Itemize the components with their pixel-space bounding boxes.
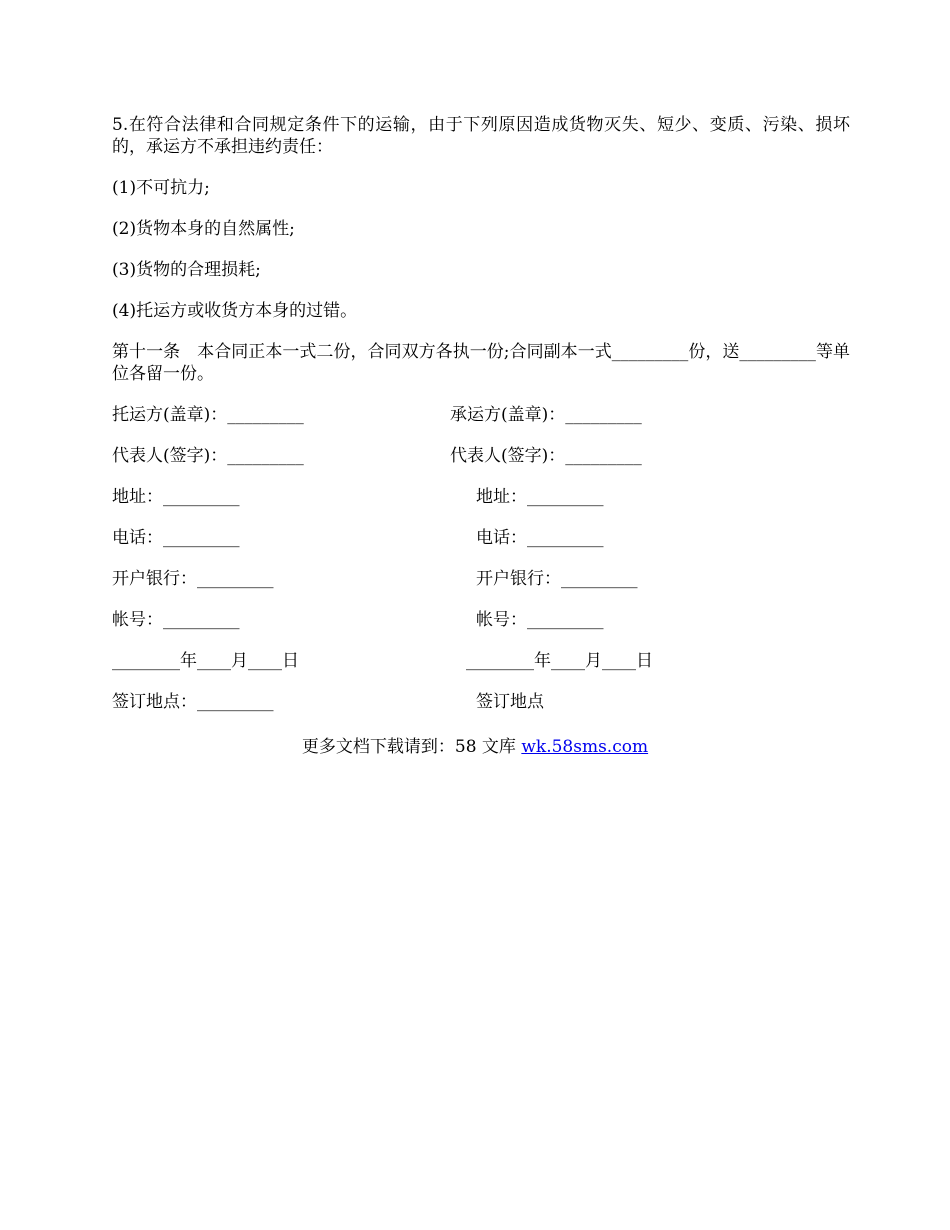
carrier-bank-field: 开户银行：_________ (476, 569, 638, 589)
signature-row-bank (112, 568, 850, 590)
signature-row-date (112, 650, 850, 672)
clause-item-3: (3)货物的合理损耗; (112, 260, 261, 280)
shipper-address-field: 地址：_________ (112, 487, 240, 507)
footer-link[interactable]: wk.58sms.com (521, 737, 649, 757)
shipper-place-field: 签订地点：_________ (112, 692, 274, 712)
shipper-bank-field: 开户银行：_________ (112, 569, 274, 589)
carrier-representative-field: 代表人(签字)：_________ (450, 446, 642, 466)
shipper-representative-field: 代表人(签字)：_________ (112, 446, 304, 466)
signature-row-account (112, 609, 850, 631)
signature-row-place (112, 691, 850, 713)
carrier-seal-field: 承运方(盖章)：_________ (450, 405, 642, 425)
signature-row-seal (112, 404, 850, 426)
article-11-paragraph: 第十一条 本合同正本一式二份，合同双方各执一份;合同副本一式_________份，送_________等单位各留一份。 (112, 342, 850, 384)
clause-5-paragraph: 5.在符合法律和合同规定条件下的运输，由于下列原因造成货物灭失、短少、变质、污染、损坏的，承运方不承担违约责任： (112, 115, 850, 157)
carrier-phone-field: 电话：_________ (476, 528, 604, 548)
signature-row-phone (112, 527, 850, 549)
clause-item-1: (1)不可抗力; (112, 178, 210, 198)
carrier-account-field: 帐号：_________ (476, 610, 604, 630)
footer-download-note (0, 736, 950, 758)
signature-block (112, 404, 850, 713)
carrier-address-field: 地址：_________ (476, 487, 604, 507)
shipper-phone-field: 电话：_________ (112, 528, 240, 548)
shipper-account-field: 帐号：_________ (112, 610, 240, 630)
signature-row-address (112, 486, 850, 508)
carrier-place-field: 签订地点 (476, 692, 544, 712)
footer-text: 更多文档下载请到：58 文库 (301, 737, 522, 757)
document-body (112, 114, 850, 732)
signature-row-representative (112, 445, 850, 467)
carrier-date-field: ________年____月____日 (466, 651, 653, 671)
shipper-seal-field: 托运方(盖章)：_________ (112, 405, 304, 425)
clause-item-2: (2)货物本身的自然属性; (112, 219, 295, 239)
shipper-date-field: ________年____月____日 (112, 651, 299, 671)
clause-item-4: (4)托运方或收货方本身的过错。 (112, 301, 358, 321)
